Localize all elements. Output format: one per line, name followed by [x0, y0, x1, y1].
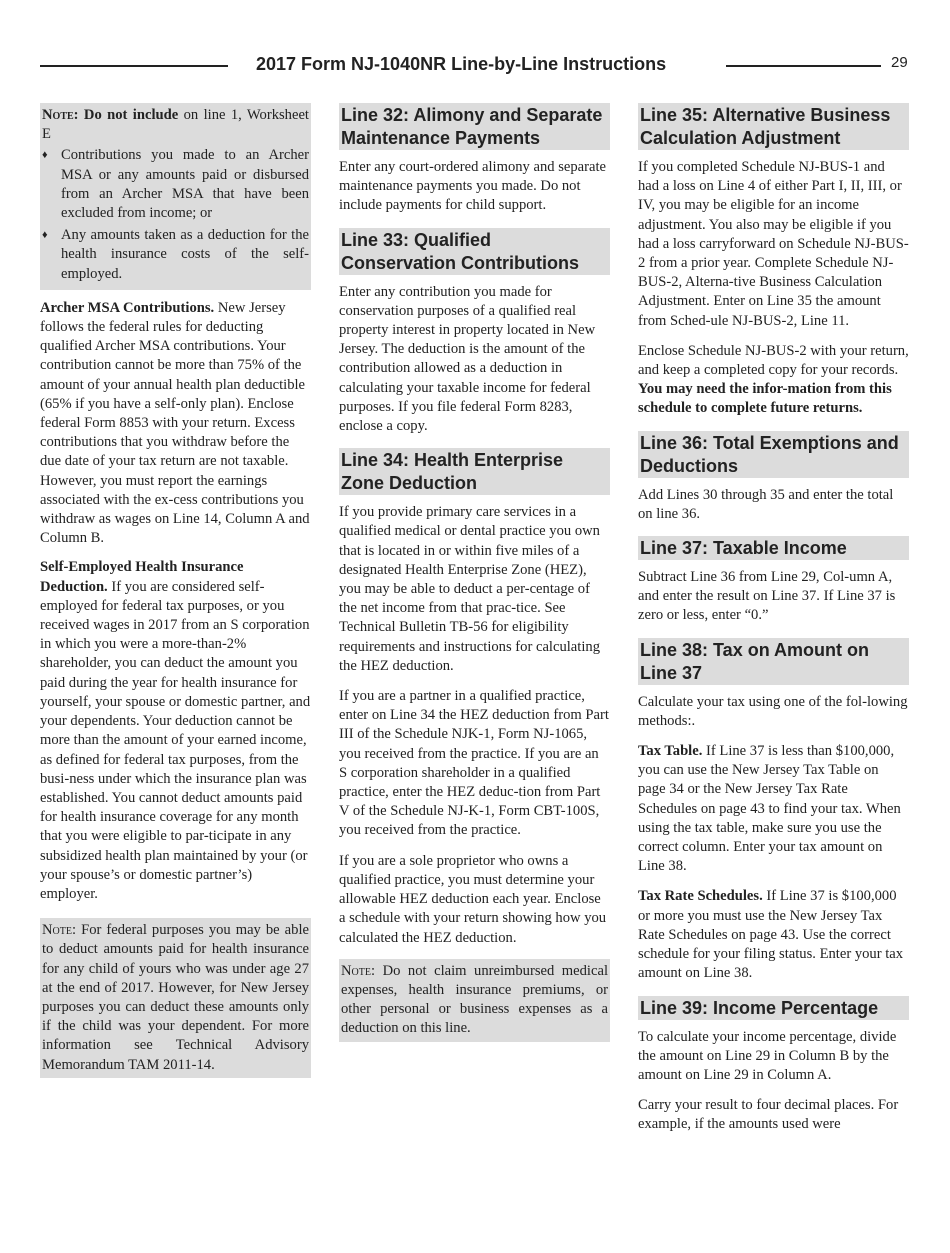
section-paragraph: Enter any contribution you made for conservation purposes of a qualified real property interest in property located in New Jersey. The deduction is the amount of the contribution allowed as a deduction in calculating your taxable income for federal purposes. If you file federal Form 8283, enclose a copy.: [339, 283, 596, 435]
note-dependent-children: Note: For federal purposes you may be able to deduct amounts paid for health insurance for any child of yours who was under age 27 at the end of 2017. However, for New Jersey purposes you can deduct these amounts only if the child was your dependent. For more information see Technical Advisory Memorandum TAM 2011-14.: [40, 918, 311, 1078]
archer-msa-paragraph: Archer MSA Contributions. New Jersey follows the federal rules for deducting qualified Archer MSA contributions. Your contribution cannot be more than 75% of the amount of your annual health plan deductible (65% if you have a self-only plan). Enclose federal Form 8853 with your return. Excess contributions that you withdraw before the due date of your tax return are not taxable. However, you must report the earnings associated with the ex-cess contributions you withdraw as wages on Line 14, Column A and Column B.: [40, 299, 310, 547]
note-intro-text: on line 1, Worksheet E: [42, 107, 309, 143]
paragraph-lead: Tax Rate Schedules.: [638, 888, 763, 905]
column-1: [40, 103, 311, 1087]
header-rule-right: [726, 65, 881, 67]
page-header: [40, 52, 910, 80]
note-bullet-list: [42, 146, 309, 283]
column-2: [339, 103, 610, 1054]
page-number: 29: [891, 54, 908, 71]
section-line-32: [339, 103, 610, 216]
list-item: ♦ Any amounts taken as a deduction for the health insurance costs of the self-employed.: [42, 227, 309, 282]
note-label: Note:: [42, 107, 79, 123]
section-paragraph: Enter any court-ordered alimony and separate maintenance payments you made. Do not include payments for child support.: [339, 159, 607, 214]
page-title: 2017 Form NJ-1040NR Line-by-Line Instructions: [256, 54, 667, 74]
section-line-37: [638, 536, 909, 626]
section-line-36: [638, 431, 909, 524]
self-employed-paragraph: Self-Employed Health Insurance Deduction. If you are considered self-employed for federal tax purposes, or you received wages in 2017 from an S corporation in which you were a more-than-2% shareholder, you can deduct the amount you paid during the year for health insurance for yourself, your spouse or domestic partner, and your dependents. Your deduction cannot be more than the amount of your earned income, as defined for federal tax purposes, from the busi-ness under which the insurance plan was established. You cannot deduct amounts paid for health insurance coverage for any month that you were eligible to par-ticipate in any subsidized health plan maintained by your (or your spouse’s or domestic partner’s) employer.: [40, 559, 311, 902]
section-paragraph: If you are a sole proprietor who owns a qualified practice, you must determine your allowable HEZ deduction each year. Enclose a schedule with your return showing how you calculated the HEZ deduction.: [339, 852, 607, 946]
section-paragraph: If you completed Schedule NJ-BUS-1 and had a loss on Line 4 of either Part I, II, III, or IV, you may be eligible for an income adjustment. You also may be eligible if you had a loss carryforward on Schedule NJ-BUS-2 from a prior year. Complete Schedule NJ-BUS-2, Alterna-tive Business Calculation Adjustment. Enter on Line 35 the amount from Sched-ule NJ-BUS-2, Line 11.: [638, 159, 909, 329]
section-heading: Line 34: Health Enterprise Zone Deduction: [339, 448, 610, 495]
paragraph-lead: Tax Table.: [638, 743, 703, 760]
section-heading: Line 36: Total Exemptions and Deductions: [638, 431, 909, 478]
section-paragraph: Calculate your tax using one of the fol-lowing methods:.: [638, 693, 908, 729]
section-paragraph: Enclose Schedule NJ-BUS-2 with your return, and keep a completed copy for your records. You may need the infor-mation from this schedule to complete future returns.: [638, 342, 909, 417]
paragraph-lead: Archer MSA Contributions.: [40, 299, 215, 316]
diamond-bullet-icon: ♦: [42, 149, 48, 162]
section-paragraph: Tax Rate Schedules. If Line 37 is $100,000 or more you must use the New Jersey Tax Rate Schedules on page 43. Use the correct schedule for your filing status. Enter your tax amount on Line 38.: [638, 888, 904, 982]
paragraph-lead: Self-Employed Health Insurance Deduction.: [40, 559, 244, 595]
note-archer-msa: [40, 103, 311, 290]
section-heading: Line 32: Alimony and Separate Maintenance Payments: [339, 103, 610, 150]
note-hez: Note: Do not claim unreimbursed medical expenses, health insurance premiums, or other personal or business expenses as a deduction on this line.: [339, 959, 610, 1042]
note-label: Note:: [42, 922, 77, 939]
section-line-38: [638, 638, 909, 984]
emphasis-text: You may need the infor-mation from this schedule to complete future returns.: [638, 381, 892, 417]
section-paragraph: If you provide primary care services in a qualified medical or dental practice you own that is located in or within five miles of a designated Health Enterprise Zone (HEZ), you may be able to deduct a per-centage of the net income from that prac-tice. See Technical Bulletin TB-56 for eligibility requirements and instructions for calculating the HEZ deduction.: [339, 504, 600, 674]
column-3: [638, 103, 909, 1147]
section-paragraph: Subtract Line 36 from Line 29, Col-umn A, and enter the result on Line 37. If Line 37 is zero or less, enter “0.”: [638, 569, 896, 624]
section-line-34: [339, 448, 610, 1041]
section-heading: Line 38: Tax on Amount on Line 37: [638, 638, 909, 685]
section-paragraph: Carry your result to four decimal places. For example, if the amounts used were: [638, 1097, 899, 1133]
section-line-33: [339, 228, 610, 437]
diamond-bullet-icon: ♦: [42, 229, 48, 242]
note-intro: [42, 106, 309, 144]
section-line-35: [638, 103, 909, 419]
section-paragraph: Add Lines 30 through 35 and enter the total on line 36.: [638, 486, 894, 522]
header-rule-left: [40, 65, 228, 67]
note-emphasis: Do not include: [83, 107, 179, 123]
note-label: Note:: [341, 962, 376, 979]
list-item: ♦ Contributions you made to an Archer MSA or any amounts paid or disbursed from an Archer MSA that have been excluded from income; or: [42, 147, 309, 222]
section-heading: Line 35: Alternative Business Calculation Adjustment: [638, 103, 909, 150]
section-heading: Line 39: Income Percentage: [638, 996, 909, 1020]
section-paragraph: Tax Table. If Line 37 is less than $100,000, you can use the New Jersey Tax Table on page 34 or the New Jersey Tax Rate Schedules on page 43 to find your tax. When using the tax table, make sure you use the correct column. Enter your tax amount on Line 38.: [638, 743, 901, 875]
section-paragraph: To calculate your income percentage, divide the amount on Line 29 in Column B by the amount on Line 29 in Column A.: [638, 1028, 897, 1083]
section-line-39: [638, 996, 909, 1135]
section-heading: Line 33: Qualified Conservation Contributions: [339, 228, 610, 275]
section-paragraph: If you are a partner in a qualified practice, enter on Line 34 the HEZ deduction from Part III of the Schedule NJK-1, Form NJ-1065, you received from the practice. If you are an S corporation shareholder in a qualified practice, enter the HEZ deduc-tion from Part V of the Schedule NJ-K-1, Form CBT-100S, you received from the practice.: [339, 688, 609, 839]
section-heading: Line 37: Taxable Income: [638, 536, 909, 560]
